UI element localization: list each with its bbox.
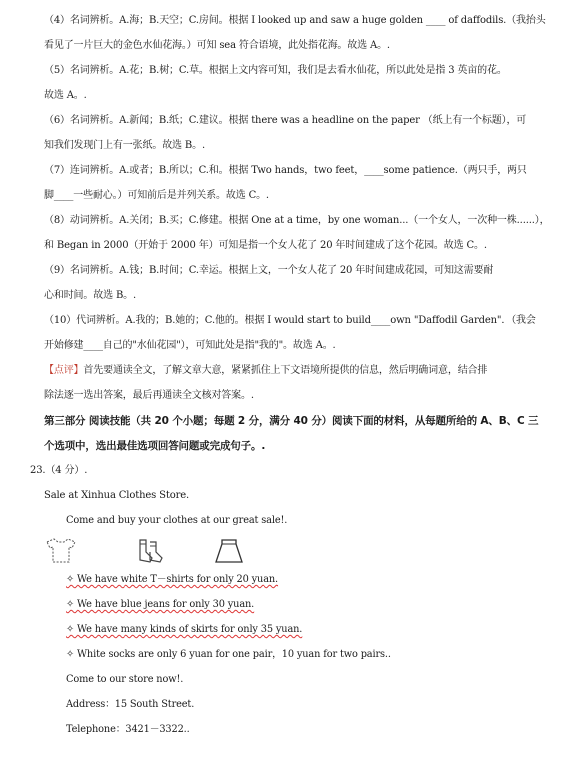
explanation-8-line1: （8）动词辨析。A.关闭；B.买；C.修建。根据 One at a time，by one woman...（一个女人，一次种一株......）， (44, 215, 550, 226)
notice-address: Address：15 South Street. (66, 699, 195, 710)
explanation-5-line1: （5）名词辨析。A.花；B.树；C.草。根据上文内容可知，我们是去看水仙花，所以此处是指 3 英亩的花。 (44, 65, 507, 76)
clothing-icons (44, 538, 264, 564)
comment-text-1: 首先要通读全文，了解文章大意，紧紧抓住上下文语境所提供的信息，然后明确词意，结合排 (83, 365, 488, 376)
notice-item-2-text: ✧ We have blue jeans for only 30 yuan. (66, 599, 255, 610)
explanation-6-line2: 知我们发现门上有一张纸。故选 B。. (44, 140, 206, 151)
comment-tag: 【点评】 (44, 365, 84, 376)
notice-telephone: Telephone：3421－3322.. (66, 724, 190, 735)
explanation-6-line1: （6）名词辨析。A.新闻；B.纸；C.建议。根据 there was a headline on the paper （纸上有一个标题），可 (44, 115, 527, 126)
notice-item-3-text: ✧ We have many kinds of skirts for only 35 yuan. (66, 624, 303, 635)
skirt-icon (212, 538, 246, 564)
explanation-10-line2: 开始修建____自己的"水仙花园"），可知此处是指"我的"。故选 A。. (44, 340, 336, 351)
explanation-7-line2: 脚____一些耐心。）可知前后是并列关系。故选 C。. (44, 190, 269, 201)
explanation-10-line1: （10）代词辨析。A.我的；B.她的；C.他的。根据 I would start to build____own "Daffodil Garden"．（我会 (44, 315, 536, 326)
tshirt-icon (44, 538, 78, 564)
explanation-5-line2: 故选 A。. (44, 90, 87, 101)
notice-item-3 (66, 623, 567, 637)
comment-line1 (44, 364, 556, 378)
notice-item-1-text: ✧ We have white T－shirts for only 20 yuan. (66, 574, 279, 585)
comment-line2: 除法逐一选出答案，最后再通读全文核对答案。. (44, 390, 254, 401)
explanation-7-line1: （7）连词辨析。A.或者；B.所以；C.和。根据 Two hands，two feet，____some patience.（两只手，两只 (44, 165, 527, 176)
section-heading-line2: 个选项中，选出最佳选项回答问题或完成句子。. (44, 440, 266, 452)
socks-icon (132, 538, 166, 564)
notice-item-4: ✧ White socks are only 6 yuan for one pair，10 yuan for two pairs.. (66, 649, 391, 660)
section-heading-line1: 第三部分 阅读技能（共 20 个小题；每题 2 分，满分 40 分）阅读下面的材料，从每题所给的 A、B、C 三 (44, 415, 539, 427)
explanation-4-line1: （4）名词辨析。A.海；B.天空；C.房间。根据 I looked up and saw a huge golden ____ of daffodils.（我抬头 (44, 15, 546, 26)
explanation-9-line1: （9）名词辨析。A.钱；B.时间；C.幸运。根据上文，一个女人花了 20 年时间建成花园，可知这需要耐 (44, 265, 494, 276)
explanation-8-line2: 和 Began in 2000（开始于 2000 年）可知是指一个女人花了 20 年时间建成了这个花园。故选 C。. (44, 240, 487, 251)
question-number: 23.（4 分）. (30, 465, 88, 476)
notice-closing: Come to our store now!. (66, 674, 184, 685)
notice-intro: Come and buy your clothes at our great sale!. (66, 515, 288, 526)
notice-item-1 (66, 573, 567, 587)
explanation-9-line2: 心和时间。故选 B。. (44, 290, 137, 301)
notice-item-2 (66, 598, 567, 612)
explanation-4-line2: 看见了一片巨大的金色水仙花海。）可知 sea 符合语境，此处指花海。故选 A。. (44, 40, 390, 51)
notice-title: Sale at Xinhua Clothes Store. (44, 490, 190, 501)
